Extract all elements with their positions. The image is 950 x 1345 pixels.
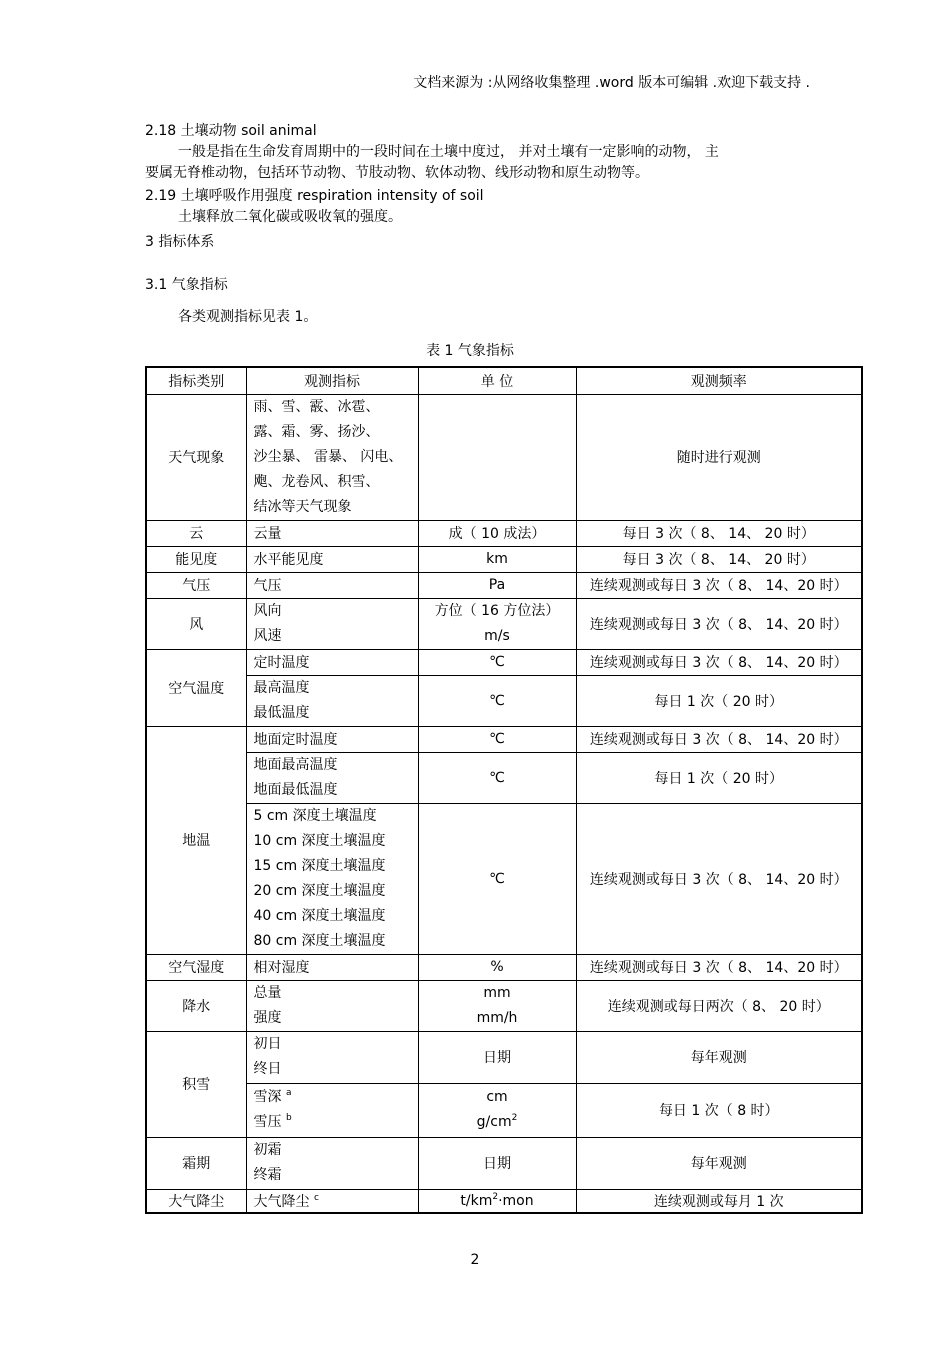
indicator-cell: 初霜 终霜	[246, 1137, 418, 1189]
frequency-cell: 连续观测或每日 3 次（ 8、 14、20 时）	[576, 803, 862, 954]
table-row	[146, 520, 862, 546]
unit-cell: km	[418, 546, 576, 572]
footnote-mark: c	[313, 1192, 319, 1203]
indicator-cell: 风向 风速	[246, 598, 418, 649]
frequency-cell: 连续观测或每日 3 次（ 8、 14、20 时）	[576, 572, 862, 598]
unit-cell: ℃	[418, 752, 576, 803]
category-cell: 空气温度	[146, 649, 246, 726]
indicator-cell: 5 cm 深度土壤温度 10 cm 深度土壤温度 15 cm 深度土壤温度 20 cm 深度土壤温度 40 cm 深度土壤温度 80 cm 深度土壤温度	[246, 803, 418, 954]
frequency-cell: 连续观测或每日两次（ 8、 20 时）	[576, 980, 862, 1031]
table-caption: 表 1 气象指标	[426, 343, 514, 359]
indicator-cell: 气压	[246, 572, 418, 598]
indicator-cell: 雪深 $^a$ 雪压 $^b$	[246, 1083, 418, 1137]
meteorological-indicators-table	[145, 366, 863, 1214]
table-row	[146, 394, 862, 520]
table-row	[146, 726, 862, 752]
frequency-cell: 每年观测	[576, 1137, 862, 1189]
unit-cell: 日期	[418, 1137, 576, 1189]
table-row	[146, 1137, 862, 1189]
unit-cell	[418, 394, 576, 520]
page-number: 2	[470, 1252, 480, 1268]
frequency-cell: 随时进行观测	[576, 394, 862, 520]
header-indicator: 观测指标	[246, 367, 418, 394]
footnote-mark: a	[285, 1088, 292, 1098]
table-row	[146, 954, 862, 980]
unit-cell: ℃	[418, 803, 576, 954]
section-2-18-line1: 一般是指在生命发育周期中的一段时间在土壤中度过， 并对土壤有一定影响的动物， 主	[178, 144, 719, 160]
indicator-cell: 初日 终日	[246, 1031, 418, 1083]
frequency-cell: 每年观测	[576, 1031, 862, 1083]
table-header-row	[146, 367, 862, 394]
unit-cell: $t/km^2\cdot mon$	[418, 1189, 576, 1213]
page-header: 文档来源为 :从网络收集整理 .word 版本可编辑 .欢迎下载支持 .	[413, 75, 810, 91]
frequency-cell: 每日 1 次（ 8 时）	[576, 1083, 862, 1137]
unit-cell: cm $g/cm^2$	[418, 1083, 576, 1137]
category-cell: 积雪	[146, 1031, 246, 1137]
table-row	[146, 649, 862, 675]
indicator-cell: 大气降尘 $^c$	[246, 1189, 418, 1213]
table-row	[146, 1031, 862, 1083]
frequency-cell: 连续观测或每月 1 次	[576, 1189, 862, 1213]
unit-cell: Pa	[418, 572, 576, 598]
indicator-cell: 定时温度	[246, 649, 418, 675]
header-category: 指标类别	[146, 367, 246, 394]
category-cell: 霜期	[146, 1137, 246, 1189]
indicator-cell: 雨、雪、霰、冰雹、 露、霜、雾、扬沙、 沙尘暴、 雷暴、 闪电、 飑、龙卷风、积雪、 结冰等天气现象	[246, 394, 418, 520]
footnote-mark: b	[285, 1113, 292, 1123]
frequency-cell: 连续观测或每日 3 次（ 8、 14、20 时）	[576, 954, 862, 980]
table-row	[146, 1189, 862, 1213]
table-row	[146, 752, 862, 803]
indicator-cell: 云量	[246, 520, 418, 546]
table-row	[146, 572, 862, 598]
unit-cell: mm mm/h	[418, 980, 576, 1031]
frequency-cell: 连续观测或每日 3 次（ 8、 14、20 时）	[576, 649, 862, 675]
header-unit: 单 位	[418, 367, 576, 394]
section-2-18-title: 2.18 土壤动物 soil animal	[145, 123, 317, 139]
frequency-cell: 连续观测或每日 3 次（ 8、 14、20 时）	[576, 726, 862, 752]
category-cell: 地温	[146, 726, 246, 954]
category-cell: 大气降尘	[146, 1189, 246, 1213]
table-row	[146, 1083, 862, 1137]
indicator-cell: 相对湿度	[246, 954, 418, 980]
header-frequency: 观测频率	[576, 367, 862, 394]
unit-cell: ℃	[418, 649, 576, 675]
table-row	[146, 675, 862, 726]
table-row	[146, 980, 862, 1031]
frequency-cell: 每日 3 次（ 8、 14、 20 时）	[576, 546, 862, 572]
unit-cell: %	[418, 954, 576, 980]
indicator-cell: 地面定时温度	[246, 726, 418, 752]
frequency-cell: 连续观测或每日 3 次（ 8、 14、20 时）	[576, 598, 862, 649]
category-cell: 降水	[146, 980, 246, 1031]
table-row	[146, 598, 862, 649]
indicator-cell: 最高温度 最低温度	[246, 675, 418, 726]
category-cell: 气压	[146, 572, 246, 598]
category-cell: 风	[146, 598, 246, 649]
frequency-cell: 每日 1 次（ 20 时）	[576, 752, 862, 803]
section-2-19-line1: 土壤释放二氧化碳或吸收氧的强度。	[178, 209, 402, 225]
section-2-19-title: 2.19 土壤呼吸作用强度 respiration intensity of soil	[145, 188, 484, 204]
section-3-1-title: 3.1 气象指标	[145, 277, 228, 293]
indicator-cell: 水平能见度	[246, 546, 418, 572]
section-3-title: 3 指标体系	[145, 234, 215, 250]
frequency-cell: 每日 3 次（ 8、 14、 20 时）	[576, 520, 862, 546]
unit-cell: 成（ 10 成法）	[418, 520, 576, 546]
category-cell: 天气现象	[146, 394, 246, 520]
unit-cell: 日期	[418, 1031, 576, 1083]
table-row	[146, 546, 862, 572]
table-row	[146, 803, 862, 954]
unit-cell: 方位（ 16 方位法） m/s	[418, 598, 576, 649]
table-intro: 各类观测指标见表 1。	[178, 309, 318, 325]
unit-cell: ℃	[418, 726, 576, 752]
category-cell: 空气湿度	[146, 954, 246, 980]
category-cell: 能见度	[146, 546, 246, 572]
section-2-18-line2: 要属无脊椎动物，包括环节动物、节肢动物、软体动物、线形动物和原生动物等。	[145, 165, 649, 181]
indicator-cell: 地面最高温度 地面最低温度	[246, 752, 418, 803]
category-cell: 云	[146, 520, 246, 546]
unit-cell: ℃	[418, 675, 576, 726]
frequency-cell: 每日 1 次（ 20 时）	[576, 675, 862, 726]
indicator-cell: 总量 强度	[246, 980, 418, 1031]
